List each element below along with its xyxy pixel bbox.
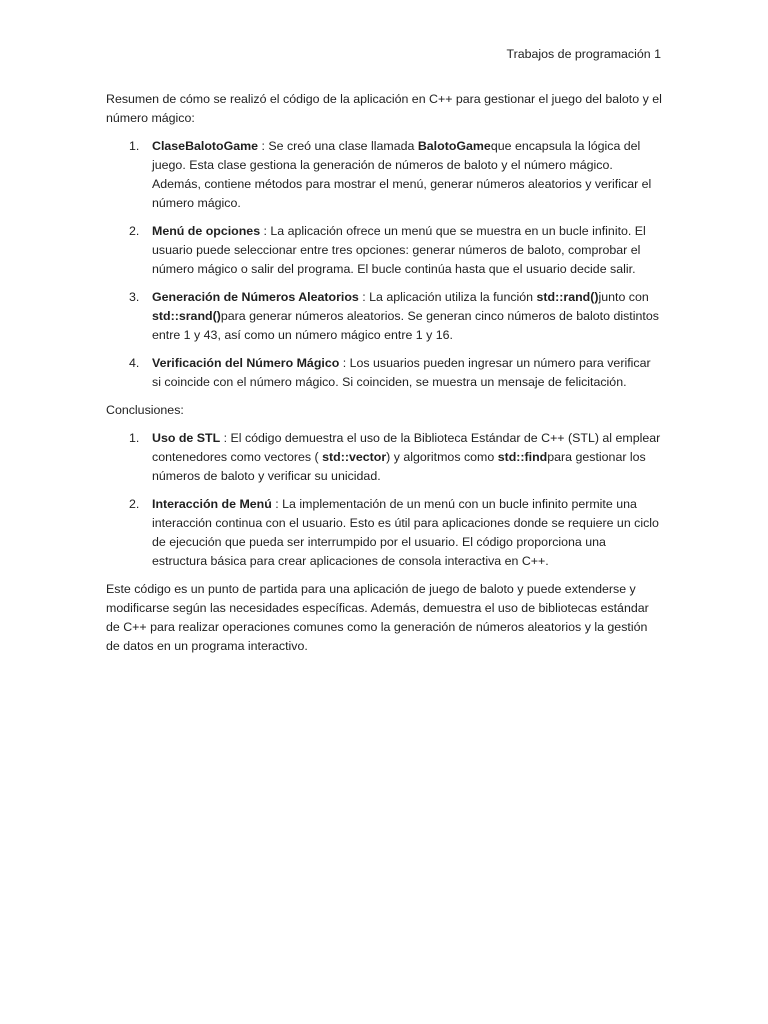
bold-term: Generación de Números Aleatorios — [152, 290, 359, 304]
item-text: para generar números aleatorios. Se generan cinco números de baloto distintos entre 1 y 43, así como un número mágico entre 1 y 16. — [152, 309, 659, 342]
bold-term: std::srand() — [152, 309, 221, 323]
closing-paragraph: Este código es un punto de partida para una aplicación de juego de baloto y puede extenderse y modificarse según las necesidades específicas. Además, demuestra el uso de bibliotecas estándar de C++ para realizar operaciones comunes como la generación de números aleatorios y la gestión de datos en un programa interactivo. — [106, 582, 649, 653]
item-text: : La aplicación utiliza la función — [358, 290, 537, 304]
list-item-number: 3. — [129, 290, 140, 304]
document-body — [106, 90, 662, 664]
item-text: : La aplicación ofrece un menú que se muestra en un bucle infinito. El usuario puede seleccionar entre tres opciones: generar números de baloto, comprobar el número mágico o salir del programa. El bucle continúa hasta que el usuario decide salir. — [152, 224, 646, 276]
list-item — [106, 222, 662, 279]
item-text: : El código demuestra el uso de la Biblioteca Estándar de C++ (STL) al emplear contenedores como vectores ( — [152, 431, 661, 464]
bold-term: std::find — [497, 450, 548, 464]
list-item — [106, 354, 662, 392]
list-item — [106, 429, 662, 486]
list-item-number: 4. — [129, 356, 140, 370]
item-text: : Los usuarios pueden ingresar un número para verificar si coincide con el número mágico. Si coinciden, se muestra un mensaje de felicitación. — [152, 356, 651, 389]
list-item-number: 2. — [129, 497, 140, 511]
page-header: Trabajos de programación 1 — [506, 47, 661, 61]
bold-term: std::rand() — [536, 290, 599, 304]
bold-term: BalotoGame — [417, 139, 491, 153]
bold-term: ClaseBalotoGame — [152, 139, 259, 153]
item-text: ) y algoritmos como — [386, 450, 498, 464]
list-item-number: 2. — [129, 224, 140, 238]
item-text: : La implementación de un menú con un bucle infinito permite una interacción continua con el usuario. Esto es útil para aplicaciones donde se requiere un ciclo de ejecución que pueda ser interrumpido por el usuario. El código proporciona una estructura básica para crear aplicaciones de consola interactiva en C++. — [152, 497, 659, 568]
item-text: para gestionar los números de baloto y verificar su unicidad. — [152, 450, 646, 483]
conclusions-list — [106, 429, 662, 571]
bold-term: std::vector — [322, 450, 387, 464]
list-item-number: 1. — [129, 139, 140, 153]
summary-list — [106, 137, 662, 392]
list-item — [106, 495, 662, 571]
intro-paragraph: Resumen de cómo se realizó el código de la aplicación en C++ para gestionar el juego del baloto y el número mágico: — [106, 92, 662, 125]
bold-term: Uso de STL — [152, 431, 221, 445]
item-text: junto con — [598, 290, 649, 304]
bold-term: Verificación del Número Mágico — [152, 356, 340, 370]
bold-term: Interacción de Menú — [152, 497, 272, 511]
list-item-number: 1. — [129, 431, 140, 445]
list-item — [106, 288, 662, 345]
bold-term: Menú de opciones — [152, 224, 261, 238]
item-text: : Se creó una clase llamada — [258, 139, 418, 153]
item-text: que encapsula la lógica del juego. Esta clase gestiona la generación de números de baloto y el número mágico. Además, contiene métodos para mostrar el menú, generar números aleatorios y verificar el número mágico. — [152, 139, 652, 210]
list-item — [106, 137, 662, 213]
conclusions-heading: Conclusiones: — [106, 403, 184, 417]
